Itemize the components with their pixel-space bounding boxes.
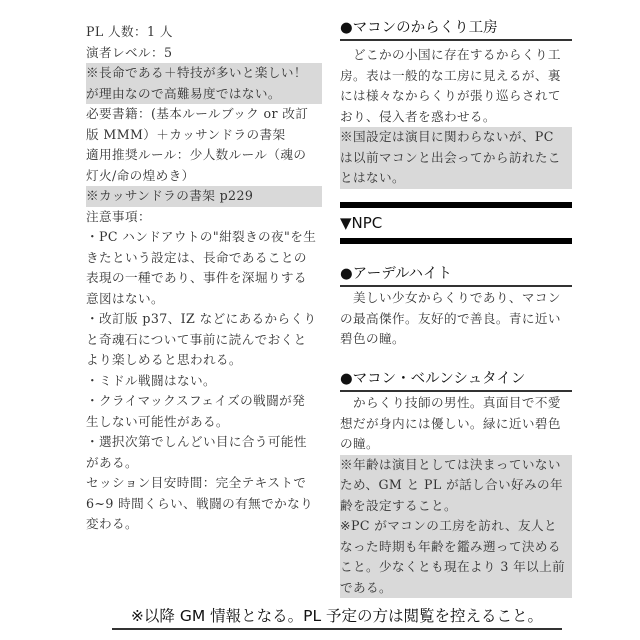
note-line: なった時期も年齢を鑑み遡って決める	[340, 537, 572, 558]
text-line: ・PC ハンドアウトの"紺裂きの夜"を生	[86, 229, 317, 244]
text-line: 表現の一種であり、事件を深堀りする	[86, 270, 307, 285]
text-line: と奇魂石について事前に読んでおくと	[86, 331, 307, 347]
divider	[340, 238, 572, 244]
workshop-heading: ●マコンのからくり工房	[340, 17, 572, 41]
note-line: 齢を設定すること。	[340, 496, 572, 517]
text-line: 房。表は一般的な工房に見えるが、裏	[340, 67, 561, 83]
text-line: 適用推奨ルール：少人数ルール（魂の	[86, 147, 307, 162]
text-line: おり、侵入者を惑わせる。	[340, 108, 496, 124]
text-line: どこかの小国に存在するからくり工	[340, 47, 561, 62]
macon-heading: ●マコン・ベルンシュタイン	[340, 368, 572, 392]
macon-section	[340, 368, 572, 598]
note-line: ※国設定は演目に関わらないが、PC	[340, 127, 572, 148]
text-line: の瞳。	[340, 436, 379, 451]
text-line: セッション目安時間：完全テキストで	[86, 475, 307, 490]
note-line: ※カッサンドラの書架 p229	[86, 186, 322, 207]
text-line: 美しい少女からくりであり、マコン	[340, 290, 561, 305]
note-line: ※PC がマコンの工房を訪れ、友人と	[340, 516, 572, 537]
text-line: 碧色の瞳。	[340, 331, 405, 346]
npc-section-header	[340, 202, 572, 244]
text-line: ・改訂版 p37、IZ などにあるからくり	[86, 311, 317, 326]
text-line: 版 MMM）＋カッサンドラの書架	[86, 126, 286, 142]
text-line: がある。	[86, 454, 138, 470]
text-line: 意図はない。	[86, 290, 164, 306]
text-line: 灯火/命の煌めき）	[86, 167, 195, 183]
note-line: こと。少なくとも現在より 3 年以上前	[340, 557, 572, 578]
adelheid-section	[340, 263, 572, 350]
workshop-section	[340, 17, 572, 189]
text-line: 注意事項：	[86, 208, 151, 224]
note-line: ため、GM と PL が話し合い好みの年	[340, 475, 572, 496]
text-line: ・ミドル戦闘はない。	[86, 372, 216, 388]
text-line: には様々なからくりが張り巡らされて	[340, 88, 561, 103]
adelheid-heading: ●アーデルハイト	[340, 263, 572, 287]
text-line: からくり技師の男性。真面目で不愛	[340, 395, 561, 410]
note-line: とはない。	[340, 168, 572, 189]
text-line: 生しない可能性がある。	[86, 413, 229, 429]
text-line: ・クライマックスフェイズの戦闘が発	[86, 393, 306, 408]
text-line: 変わる。	[86, 516, 138, 531]
text-line: 必要書籍：(基本ルールブック or 改訂	[86, 106, 309, 121]
text-line: の最高傑作。友好的で善良。青に近い	[340, 310, 561, 326]
note-line: は以前マコンと出会ってから訪れたこ	[340, 148, 572, 169]
text-line: ・選択次第でしんどい目に合う可能性	[86, 434, 307, 449]
note-line: ※年齢は演目としては決まっていない	[340, 455, 572, 476]
npc-title: ▼NPC	[340, 214, 383, 232]
text-line: きたという設定は、長命であることの	[86, 249, 307, 265]
text-line: 想だが身内には優しい。緑に近い碧色	[340, 415, 561, 431]
note-line: ※長命である＋特技が多いと楽しい！	[86, 63, 322, 84]
text-line: 演者レベル：5	[86, 44, 173, 60]
gm-info-notice: ※以降 GM 情報となる。PL 予定の方は閲覧を控えること。	[112, 604, 562, 630]
text-line: 6~9 時間くらい、戦闘の有無でかなり	[86, 495, 314, 511]
text-line: PL 人数：1 人	[86, 24, 173, 39]
note-line: が理由なので高難易度ではない。	[86, 84, 322, 105]
session-info-column	[86, 22, 322, 535]
text-line: より楽しめると思われる。	[86, 352, 242, 367]
note-line: である。	[340, 578, 572, 599]
